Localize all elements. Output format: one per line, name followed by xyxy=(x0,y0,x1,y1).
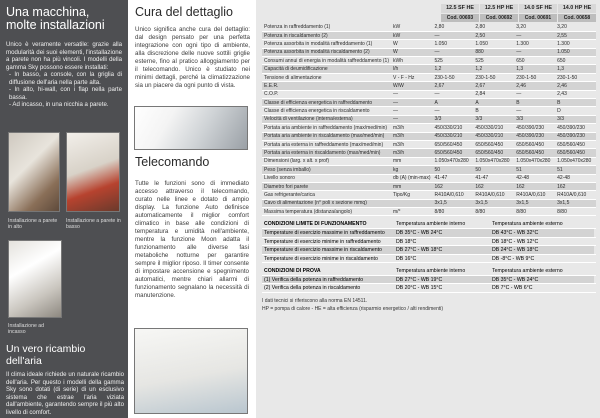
spec-value: 1.050 xyxy=(433,40,474,48)
table-row xyxy=(262,99,596,107)
spec-unit: — xyxy=(391,115,433,123)
photo-telecomando xyxy=(134,328,248,414)
spec-label: Massima temperatura (distanza/angolo) xyxy=(262,208,391,216)
spec-unit: W/W xyxy=(391,82,433,90)
spec-label: C.O.P. xyxy=(262,90,391,98)
spec-value: 2,67 xyxy=(433,82,474,90)
spec-unit: — xyxy=(391,107,433,115)
spec-unit: W xyxy=(391,40,433,48)
spec-label: Portata aria esterna in raffreddamento (max/med/min) xyxy=(262,140,391,148)
caption-parete-basso: Installazione a parete in basso xyxy=(66,218,121,230)
spec-unit: kg xyxy=(391,166,433,174)
spec-value: 450/330/210 xyxy=(433,132,474,140)
spec-value: 8/80 xyxy=(555,208,596,216)
spec-unit: m/° xyxy=(391,208,433,216)
table-row xyxy=(262,40,596,48)
spec-label: E.E.R. xyxy=(262,82,391,90)
table-row xyxy=(262,132,596,140)
note-legenda: HP = pompa di calore - HE = alta efficienza (risparmio energetico / alti rendimenti) xyxy=(262,305,444,312)
spec-value: — xyxy=(514,107,555,115)
spec-table xyxy=(262,23,596,216)
condition-value: DB 7°C - WB 6°C xyxy=(492,285,533,292)
table-row xyxy=(262,73,596,81)
condition-value: DB 20°C - WB 15°C xyxy=(396,285,443,292)
spec-value: 8/80 xyxy=(433,208,474,216)
spec-value: 1.050x470x280 xyxy=(555,157,596,165)
model-code: Cod. 00693 xyxy=(441,14,479,22)
spec-value: 1,2 xyxy=(433,65,474,73)
spec-value: 3x1,5 xyxy=(433,199,474,207)
table-row xyxy=(262,57,596,65)
spec-value: 1.050x470x280 xyxy=(473,157,514,165)
photo-incasso xyxy=(8,240,62,318)
caption-incasso: Installazione ad incasso xyxy=(8,323,45,335)
spec-value: 3,20 xyxy=(514,23,555,31)
spec-value: 230-1-50 xyxy=(555,73,596,81)
spec-label: Classe di efficienza energetica in riscaldamento xyxy=(262,107,391,115)
condition-label: (2) Verifica della potenza in riscaldamento xyxy=(264,285,361,292)
spec-value: 2,84 xyxy=(473,90,514,98)
photo-parete-basso xyxy=(66,132,120,212)
intro-paragraph: Unico è veramente versatile: grazie alla modularità dei suoi elementi, l'installazione a parete non ha più vincoli. I modelli della gamma Sky possono essere installati: xyxy=(6,41,122,71)
spec-value: 450/390/230 xyxy=(555,132,596,140)
spec-value: 3/3 xyxy=(433,115,474,123)
spec-value: A xyxy=(433,99,474,107)
test-col-esterno: Temperatura ambiente esterno xyxy=(492,268,563,275)
model-code: Cod. 00658 xyxy=(558,14,596,22)
spec-value: B xyxy=(514,99,555,107)
model-name: 14.0 HP HE xyxy=(558,4,596,13)
spec-value: 2,80 xyxy=(473,23,514,31)
spec-unit: kWh xyxy=(391,57,433,65)
spec-label: Dimensioni (larg. x alt. x prof) xyxy=(262,157,391,165)
spec-value: 450/390/230 xyxy=(514,132,555,140)
table-row xyxy=(262,31,596,39)
spec-value: 650/560/450 xyxy=(514,149,555,157)
spec-value: R410A/0,610 xyxy=(555,191,596,199)
spec-value: B xyxy=(473,107,514,115)
spec-value: 2,80 xyxy=(433,23,474,31)
spec-value: 230-1-50 xyxy=(514,73,555,81)
ricambio-text: Il clima ideale richiede un naturale ricambio dell'aria. Per questo i modelli della gamma Sky sono dotati (di serie) di un esclusivo sistema che estrae l'aria viziata dall'ambiente, garantendo sempre il più alto livello di comfort. xyxy=(6,371,124,416)
spec-label: Velocità di ventilazione (interna/esterna) xyxy=(262,115,391,123)
spec-label: Potenza assorbita in modalità riscaldamento (2) xyxy=(262,48,391,56)
spec-value: 525 xyxy=(433,57,474,65)
spec-value: 230-1-50 xyxy=(473,73,514,81)
spec-value: 2,46 xyxy=(555,82,596,90)
spec-value: 41-47 xyxy=(473,174,514,182)
test-col-interno: Temperatura ambiente interno xyxy=(396,268,466,275)
caption-parete-alto: Installazione a parete in alto xyxy=(8,218,58,230)
spec-label: Portata aria ambiente in riscaldamento (max/med/min) xyxy=(262,132,391,140)
spec-unit: — xyxy=(391,99,433,107)
condition-value: DB 27°C - WB 18°C xyxy=(394,246,490,253)
spec-unit: l/h xyxy=(391,65,433,73)
spec-label: Portata aria ambiente in raffreddamento (max/med/min) xyxy=(262,124,391,132)
spec-unit: V - F - Hz xyxy=(391,73,433,81)
spec-value: — xyxy=(514,48,555,56)
spec-value: 650/560/450 xyxy=(473,140,514,148)
condition-value: DB -8°C - WB 9°C xyxy=(492,255,535,262)
spec-value: 3x1,5 xyxy=(555,199,596,207)
limits-table xyxy=(262,220,596,263)
photo-griglia xyxy=(134,106,248,150)
condition-value: DB 18°C - WB 12°C xyxy=(492,238,539,245)
spec-value: 2,46 xyxy=(514,82,555,90)
condition-value: DB 18°C xyxy=(396,238,417,245)
spec-value: 8/80 xyxy=(514,208,555,216)
limits-heading: CONDIZIONI LIMITE DI FUNZIONAMENTO xyxy=(264,221,367,228)
test-heading: CONDIZIONI DI PROVA xyxy=(264,268,321,275)
table-row xyxy=(262,182,596,190)
spec-unit: kW xyxy=(391,31,433,39)
spec-value: 3x1,5 xyxy=(473,199,514,207)
model-name: 14.0 SF HE xyxy=(519,4,557,13)
spec-value: 1.050x470x280 xyxy=(514,157,555,165)
table-row xyxy=(262,174,596,182)
spec-unit: kW xyxy=(391,23,433,31)
spec-value: 51 xyxy=(555,166,596,174)
spec-value: — xyxy=(433,90,474,98)
spec-label: Gas refrigerante/carica xyxy=(262,191,391,199)
section-title-telecomando: Telecomando xyxy=(135,155,210,169)
condition-label: Temperature di esercizio minime in riscaldamento xyxy=(264,255,378,262)
installazioni-list xyxy=(6,71,122,109)
condition-value: DB 16°C xyxy=(396,255,417,262)
condition-label: Temperature di esercizio massime in riscaldamento xyxy=(262,246,394,253)
table-row xyxy=(262,229,596,237)
spec-value: 650/560/450 xyxy=(555,149,596,157)
spec-value: 50 xyxy=(473,166,514,174)
spec-value: 230-1-50 xyxy=(433,73,474,81)
spec-value: 2,67 xyxy=(473,82,514,90)
spec-unit: m3/h xyxy=(391,149,433,157)
spec-unit: — xyxy=(391,90,433,98)
table-row xyxy=(262,149,596,157)
middle-column xyxy=(128,0,256,418)
spec-label: Classe di efficienza energetica in raffreddamento xyxy=(262,99,391,107)
telecomando-text: Tutte le funzioni sono di immediato accesso attraverso il telecomando, curato nelle linee e dotato di ampio display. La funzione Auto definisce automaticamente il miglior comfort climatico in base alle condizioni di temperatura e umidità nell'ambiente, mentre la funzione Moon adatta il funzionamento alle diverse fasi metaboliche notturne per garantire sempre il miglior riposo. Il timer consente di impostare accensione e spegnimento automatici, mentre chiari allarmi di funzionamento segnalano la necessità di manutenzione. xyxy=(135,180,249,299)
notes xyxy=(262,297,596,313)
table-row xyxy=(262,276,596,284)
note-norma: I dati tecnici si riferiscono alla norma EN 14511. xyxy=(262,297,368,304)
spec-value: 450/390/230 xyxy=(555,124,596,132)
table-row xyxy=(262,157,596,165)
condition-label: Temperature di esercizio minime in raffreddamento xyxy=(264,238,381,245)
condition-value: DB 35°C - WB 24°C xyxy=(394,229,490,236)
spec-value: R410A/0,610 xyxy=(433,191,474,199)
spec-value: 525 xyxy=(473,57,514,65)
spec-label: Potenza in riscaldamento (2) xyxy=(262,31,391,39)
spec-value: 162 xyxy=(514,182,555,190)
spec-label: Tensione di alimentazione xyxy=(262,73,391,81)
limits-col-esterno: Temperatura ambiente esterno xyxy=(492,221,563,228)
spec-value: 3/3 xyxy=(514,115,555,123)
table-row xyxy=(262,199,596,207)
spec-unit: mm xyxy=(391,182,433,190)
spec-label: Cavo di alimentazione (n° poli x sezione mmq) xyxy=(262,199,391,207)
spec-unit xyxy=(391,199,433,207)
limits-col-interno: Temperatura ambiente interno xyxy=(396,221,466,228)
spec-value: 450/330/210 xyxy=(473,124,514,132)
spec-value: 3/3 xyxy=(473,115,514,123)
spec-value: — xyxy=(514,31,555,39)
condition-value: DB 35°C - WB 24°C xyxy=(490,276,594,283)
table-row xyxy=(262,82,596,90)
spec-value: 2,55 xyxy=(555,31,596,39)
spec-unit: db (A) (min-max) xyxy=(392,175,431,182)
table-row xyxy=(262,23,596,31)
spec-value: 1,3 xyxy=(514,65,555,73)
spec-label: Portata aria esterna in riscaldamento (max/med/min) xyxy=(262,149,391,157)
spec-value: A xyxy=(473,99,514,107)
dettaglio-text: Unico significa anche cura del dettaglio: dal design pensato per una perfetta integrazione con ogni tipo di ambiente, alla discrezione delle nuove sottili griglie esterne, fino al pratico alloggiamento per il telecomando. Unico è studiato nei minimi dettagli, perché la climatizzazione sia un piacere da ogni punto di vista. xyxy=(135,26,250,89)
spec-value: 1.050x470x280 xyxy=(433,157,474,165)
table-row xyxy=(262,255,596,263)
table-row xyxy=(262,90,596,98)
spec-value: 650/560/450 xyxy=(433,140,474,148)
condition-label: Temperature di esercizio massime in raffreddamento xyxy=(262,229,394,236)
model-name: 12.5 HP HE xyxy=(480,4,518,13)
table-row xyxy=(262,115,596,123)
table-row xyxy=(262,140,596,148)
spec-value: 450/330/210 xyxy=(433,124,474,132)
spec-label: Potenza assorbita in modalità raffreddamento (1) xyxy=(262,40,391,48)
model-name: 12.5 SF HE xyxy=(441,4,479,13)
spec-value: 162 xyxy=(473,182,514,190)
spec-value: 2,50 xyxy=(473,31,514,39)
spec-column xyxy=(256,0,600,418)
section-title-installazioni xyxy=(6,6,122,32)
model-code: Cod. 00691 xyxy=(519,14,557,22)
table-row xyxy=(262,124,596,132)
title-line-2: molte installazioni xyxy=(6,18,105,32)
spec-value: 650/560/450 xyxy=(473,149,514,157)
model-code: Cod. 00692 xyxy=(480,14,518,22)
table-row xyxy=(262,48,596,56)
model-header xyxy=(262,4,596,13)
section-title-dettaglio: Cura del dettaglio xyxy=(135,5,233,19)
spec-value: — xyxy=(433,107,474,115)
spec-unit: Tipo/Kg xyxy=(391,191,433,199)
spec-value: 2,43 xyxy=(555,90,596,98)
spec-unit: m3/h xyxy=(391,132,433,140)
spec-unit: m3/h xyxy=(391,140,433,148)
spec-value: 1.050 xyxy=(473,40,514,48)
condition-value: DB 24°C - WB 18°C xyxy=(490,246,594,253)
spec-value: — xyxy=(433,31,474,39)
spec-value: 41-47 xyxy=(433,174,474,182)
table-row xyxy=(262,65,596,73)
spec-value: 3/3 xyxy=(555,115,596,123)
condition-value: DB 43°C - WB 32°C xyxy=(490,229,594,236)
spec-value: 3,20 xyxy=(555,23,596,31)
spec-value: 1.300 xyxy=(514,40,555,48)
spec-value: 450/330/210 xyxy=(473,132,514,140)
spec-label: Capacità di deumidificazione xyxy=(262,65,391,73)
spec-value: 650 xyxy=(555,57,596,65)
table-row xyxy=(262,284,596,292)
title-line-1: Una macchina, xyxy=(6,5,90,19)
spec-value: 650/560/450 xyxy=(555,140,596,148)
spec-value: 162 xyxy=(555,182,596,190)
test-table xyxy=(262,267,596,293)
table-row xyxy=(262,208,596,216)
spec-label: Peso (senza imballo) xyxy=(262,166,391,174)
condition-label: (1) Verifica della potenza in raffreddamento xyxy=(262,276,394,283)
spec-value: 50 xyxy=(433,166,474,174)
spec-value: — xyxy=(514,90,555,98)
table-row xyxy=(262,191,596,199)
spec-value: B xyxy=(555,99,596,107)
section-title-ricambio: Un vero ricambio dell'aria xyxy=(6,343,86,367)
spec-value: 1,2 xyxy=(473,65,514,73)
table-row xyxy=(262,246,596,254)
spec-value: 3x1,5 xyxy=(514,199,555,207)
condition-value: DB 27°C - WB 19°C xyxy=(394,276,490,283)
spec-value: 650/560/450 xyxy=(433,149,474,157)
installazioni-text xyxy=(6,41,122,109)
spec-label: Livello sonoro xyxy=(262,174,391,182)
spec-value: 1.300 xyxy=(555,40,596,48)
spec-label: Consumi annui di energia in modalità raffreddamento (1) xyxy=(264,57,389,64)
spec-label: Potenza in raffreddamento (1) xyxy=(262,23,391,31)
table-row xyxy=(262,238,596,246)
spec-value: 42-48 xyxy=(555,174,596,182)
code-header xyxy=(262,14,596,22)
spec-value: 650 xyxy=(514,57,555,65)
spec-value: 162 xyxy=(433,182,474,190)
spec-value: 1.050 xyxy=(555,48,596,56)
list-item: - In alto, hi-wall, con i flap nella parte bassa. xyxy=(9,86,122,101)
spec-unit: mm xyxy=(391,157,433,165)
spec-value: 650/560/450 xyxy=(514,140,555,148)
spec-unit: m3/h xyxy=(391,124,433,132)
spec-value: D xyxy=(555,107,596,115)
left-column xyxy=(0,0,128,418)
spec-value: 450/390/230 xyxy=(514,124,555,132)
spec-value: — xyxy=(433,48,474,56)
list-item: - In basso, a console, con la griglia di diffusione dell'aria nella parte alta. xyxy=(9,71,122,86)
spec-value: 51 xyxy=(514,166,555,174)
spec-value: R410A/0,610 xyxy=(514,191,555,199)
spec-value: 1,3 xyxy=(555,65,596,73)
table-row xyxy=(262,107,596,115)
spec-value: 8/80 xyxy=(473,208,514,216)
table-row xyxy=(262,166,596,174)
spec-value: R410A/0,610 xyxy=(473,191,514,199)
spec-value: 42-48 xyxy=(514,174,555,182)
spec-label: Diametro fori parete xyxy=(262,182,391,190)
photo-parete-alto xyxy=(8,132,60,212)
list-item: - Ad incasso, in una nicchia a parete. xyxy=(9,101,109,108)
spec-value: 880 xyxy=(473,48,514,56)
spec-unit: W xyxy=(391,48,433,56)
